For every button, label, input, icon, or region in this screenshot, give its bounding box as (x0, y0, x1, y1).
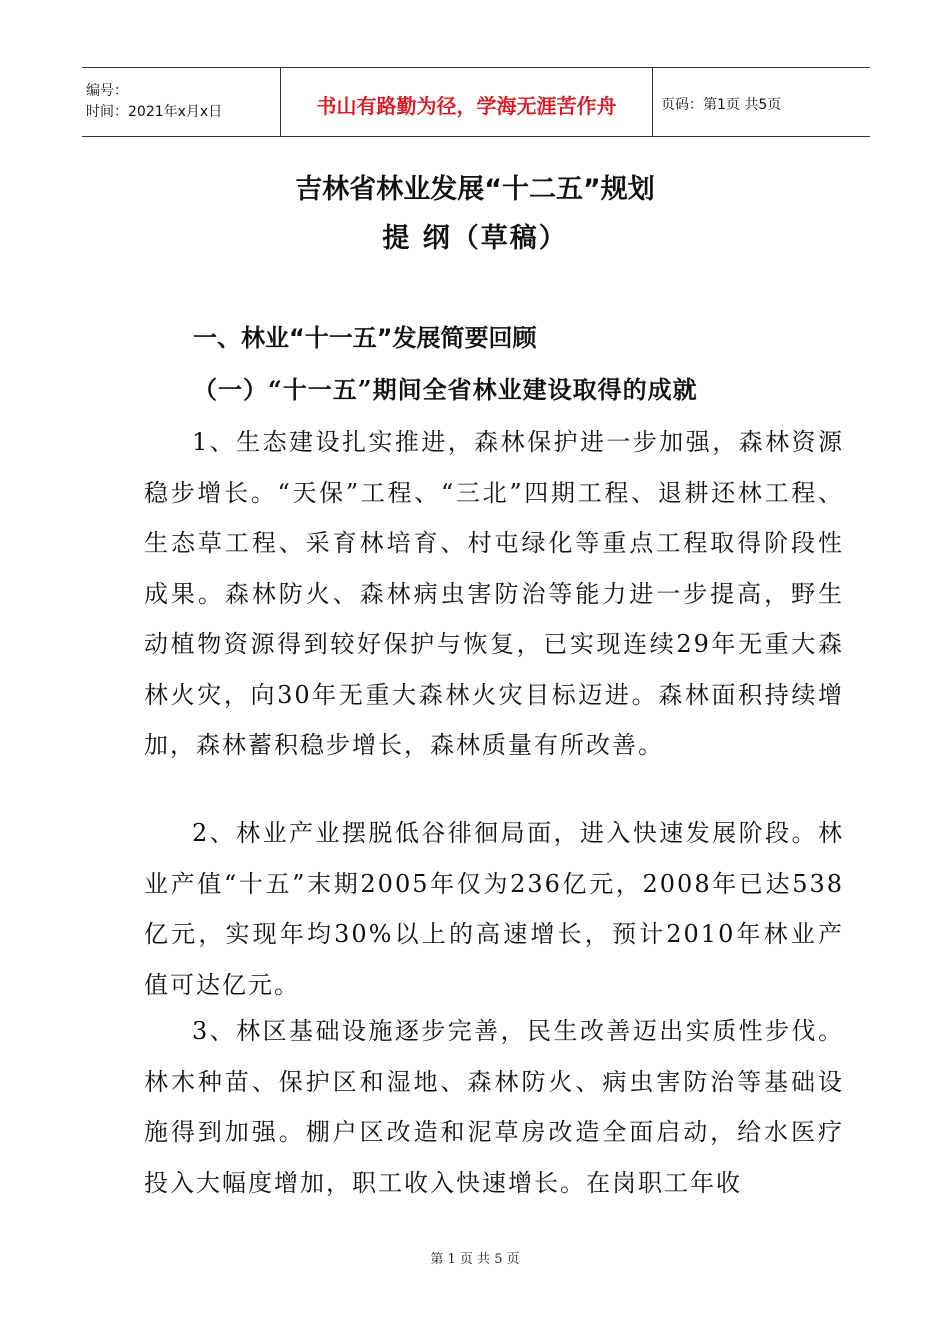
paragraph-3: 3、林区基础设施逐步完善，民生改善迈出实质性步伐。林木种苗、保护区和湿地、森林防火、病虫害防治等基础设施得到加强。棚户区改造和泥草房改造全面启动，给水医疗投入大幅度增加，职工收入快速增长。在岗职工年收 (144, 1017, 844, 1197)
paragraph-2: 2、林业产业摆脱低谷徘徊局面，进入快速发展阶段。林业产值“十五”末期2005年仅为236亿元，2008年已达538亿元，实现年均30%以上的高速增长，预计2010年林业产值可达亿元。 (144, 819, 844, 999)
paragraph-1: 1、生态建设扎实推进，森林保护进一步加强，森林资源稳步增长。“天保”工程、“三北”四期工程、退耕还林工程、生态草工程、采育林培育、村屯绿化等重点工程取得阶段性成果。森林防火、森林病虫害防治等能力进一步提高，野生动植物资源得到较好保护与恢复，已实现连续29年无重大森林火灾，向30年无重大森林火灾目标迈进。森林面积持续增加，森林蓄积稳步增长，森林质量有所改善。 (144, 428, 844, 759)
motto-text: 书山有路勤为径，学海无涯苦作舟 (316, 93, 617, 118)
time-label: 时间：2021年x月x日 (86, 104, 223, 120)
section-heading: 一、林业“十一五”发展简要回顾 (193, 324, 537, 352)
document-title: 吉林省林业发展“十二五”规划 (295, 174, 655, 205)
header-motto-cell (281, 68, 653, 136)
page-info: 页码：第1页 共5页 (661, 97, 782, 113)
document-subtitle: 提 纲（草稿） (382, 223, 568, 254)
number-label: 编号： (86, 83, 128, 99)
header-meta-cell (82, 68, 281, 136)
page-footer: 第 1 页 共 5 页 (430, 1252, 520, 1267)
subsection-heading: （一）“十一五”期间全省林业建设取得的成就 (193, 375, 698, 404)
header-page-cell (653, 68, 870, 136)
document-header (82, 67, 870, 137)
